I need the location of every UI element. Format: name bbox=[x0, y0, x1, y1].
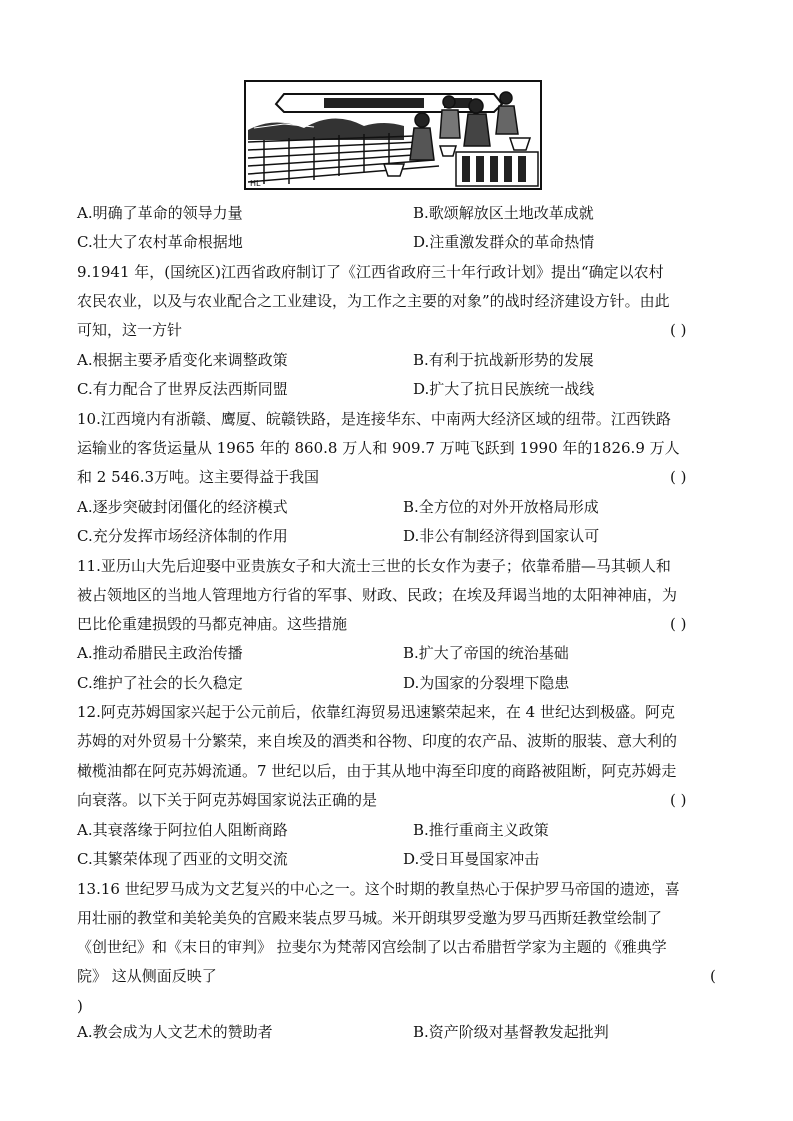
q12-option-a[interactable]: A.其衰落缘于阿拉伯人阻断商路 bbox=[77, 821, 288, 839]
q12-option-c[interactable]: C.其繁荣体现了西亚的文明交流 bbox=[77, 850, 288, 868]
q11-option-a[interactable]: A.推动希腊民主政治传播 bbox=[77, 644, 243, 662]
q10-stem-line2: 运输业的客货运量从 1965 年的 860.8 万人和 909.7 万吨飞跃到 1990 年的1826.9 万人 bbox=[77, 439, 680, 457]
q12-stem-line4: 向衰落。以下关于阿克苏姆国家说法正确的是 bbox=[77, 791, 378, 809]
q9-stem-line3: 可知，这一方针 bbox=[77, 321, 183, 339]
q8-option-a[interactable]: A.明确了革命的领导力量 bbox=[77, 204, 243, 222]
q9-answer-paren[interactable]: ( ) bbox=[670, 321, 687, 339]
q13-stem-line1: 13.16 世纪罗马成为文艺复兴的中心之一。这个时期的教皇热心于保护罗马帝国的遗迹，喜 bbox=[77, 880, 680, 898]
q13-option-b[interactable]: B.资产阶级对基督教发起批判 bbox=[413, 1023, 609, 1041]
q11-option-d[interactable]: D.为国家的分裂埋下隐患 bbox=[403, 674, 570, 692]
q9-option-c[interactable]: C.有力配合了世界反法西斯同盟 bbox=[77, 380, 288, 398]
q13-stem-line2: 用壮丽的教堂和美轮美奂的宫殿来装点罗马城。米开朗琪罗受邀为罗马西斯廷教堂绘制了 bbox=[77, 909, 663, 927]
q12-stem-line2: 苏姆的对外贸易十分繁荣，来自埃及的酒类和谷物、印度的农产品、波斯的服装、意大利的 bbox=[77, 732, 678, 750]
q10-stem-line3: 和 2 546.3万吨。这主要得益于我国 bbox=[77, 468, 320, 486]
q8-option-c[interactable]: C.壮大了农村革命根据地 bbox=[77, 233, 243, 251]
q10-option-a[interactable]: A.逐步突破封闭僵化的经济模式 bbox=[77, 498, 288, 516]
q12-stem-line1: 12.阿克苏姆国家兴起于公元前后，依靠红海贸易迅速繁荣起来，在 4 世纪达到极盛。阿克 bbox=[77, 703, 675, 721]
q13-answer-paren-open[interactable]: ( bbox=[710, 967, 716, 985]
q13-stem-line3: 《创世纪》和《末日的审判》 拉斐尔为梵蒂冈宫绘制了以古希腊哲学家为主题的《雅典学 bbox=[77, 938, 667, 956]
q11-stem-line2: 被占领地区的当地人管理地方行省的军事、财政、民政；在埃及拜谒当地的太阳神神庙，为 bbox=[77, 586, 678, 604]
q11-stem-line1: 11.亚历山大先后迎娶中亚贵族女子和大流士三世的长女作为妻子；依靠希腊—马其顿人和 bbox=[77, 557, 671, 575]
q12-option-b[interactable]: B.推行重商主义政策 bbox=[413, 821, 549, 839]
figure-signature: HL bbox=[250, 179, 261, 188]
q9-option-d[interactable]: D.扩大了抗日民族统一战线 bbox=[413, 380, 595, 398]
q13-option-a[interactable]: A.教会成为人文艺术的赞助者 bbox=[77, 1023, 273, 1041]
q10-option-b[interactable]: B.全方位的对外开放格局形成 bbox=[403, 498, 599, 516]
q12-option-d[interactable]: D.受日耳曼国家冲击 bbox=[403, 850, 540, 868]
q11-option-b[interactable]: B.扩大了帝国的统治基础 bbox=[403, 644, 569, 662]
q10-stem-line1: 10.江西境内有浙赣、鹰厦、皖赣铁路，是连接华东、中南两大经济区域的纽带。江西铁路 bbox=[77, 410, 671, 428]
q8-option-d[interactable]: D.注重激发群众的革命热情 bbox=[413, 233, 595, 251]
q10-option-d[interactable]: D.非公有制经济得到国家认可 bbox=[403, 527, 600, 545]
woodcut-cartoon-image bbox=[244, 80, 542, 190]
q9-option-a[interactable]: A.根据主要矛盾变化来调整政策 bbox=[77, 351, 288, 369]
q10-option-c[interactable]: C.充分发挥市场经济体制的作用 bbox=[77, 527, 288, 545]
q8-option-b[interactable]: B.歌颂解放区土地改革成就 bbox=[413, 204, 594, 222]
q9-stem-line1: 9.1941 年，(国统区)江西省政府制订了《江西省政府三十年行政计划》提出“确定以农村 bbox=[77, 263, 664, 281]
q13-answer-paren-close[interactable]: ) bbox=[77, 997, 83, 1015]
q9-option-b[interactable]: B.有利于抗战新形势的发展 bbox=[413, 351, 594, 369]
q13-stem-line4: 院》 这从侧面反映了 bbox=[77, 967, 217, 985]
q11-option-c[interactable]: C.维护了社会的长久稳定 bbox=[77, 674, 243, 692]
q9-stem-line2: 农民农业，以及与农业配合之工业建设，为工作之主要的对象”的战时经济建设方针。由此 bbox=[77, 292, 670, 310]
q12-stem-line3: 橄榄油都在阿克苏姆流通。7 世纪以后，由于其从地中海至印度的商路被阻断，阿克苏姆走 bbox=[77, 762, 677, 780]
q12-answer-paren[interactable]: ( ) bbox=[670, 791, 687, 809]
q11-stem-line3: 巴比伦重建损毁的马都克神庙。这些措施 bbox=[77, 615, 348, 633]
q10-answer-paren[interactable]: ( ) bbox=[670, 468, 687, 486]
q11-answer-paren[interactable]: ( ) bbox=[670, 615, 687, 633]
